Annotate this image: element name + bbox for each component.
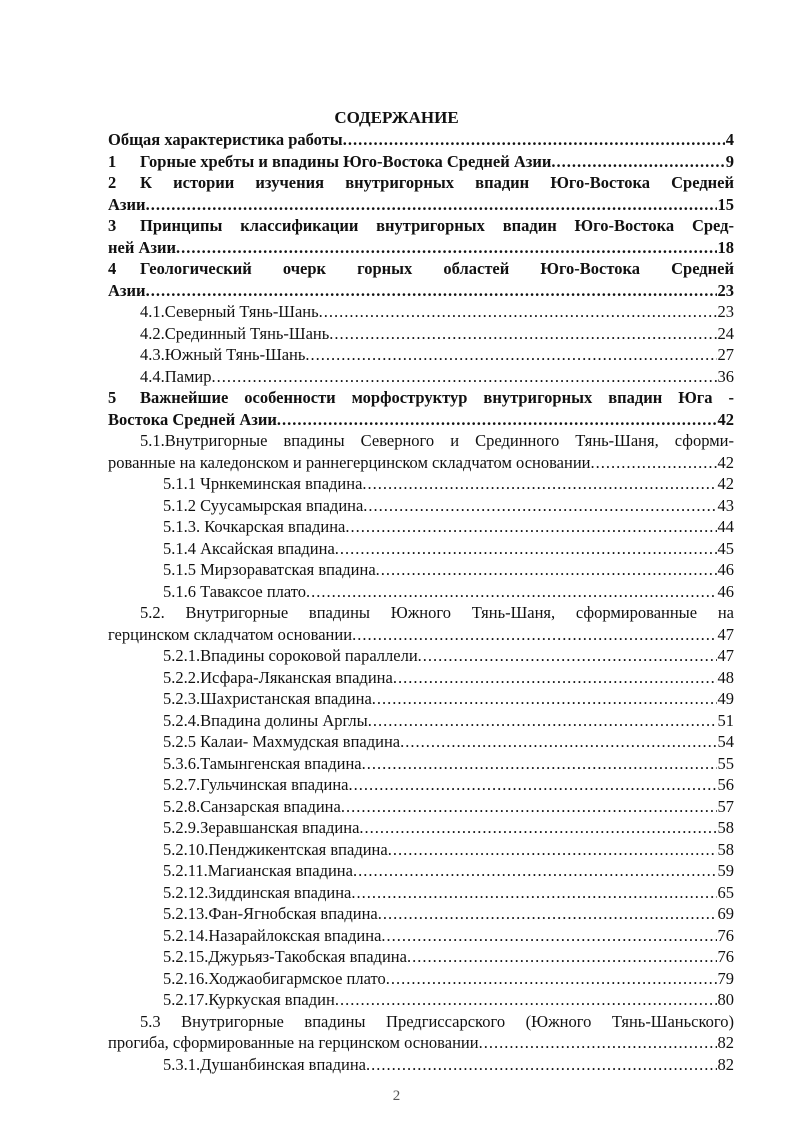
toc-entry[interactable] <box>108 387 734 409</box>
toc-entry-page: 4 <box>725 130 734 149</box>
toc-entry-page: 76 <box>717 925 734 945</box>
toc-entry[interactable] <box>108 258 734 280</box>
toc-entry-page: 36 <box>717 366 734 386</box>
toc-entry-number: 1 <box>108 151 117 171</box>
toc-entry-number: 3 <box>108 216 117 235</box>
toc-entry-text: 5.2.7.Гульчинская впадина <box>163 775 349 794</box>
toc-entry-text: 5.2. Внутригорные впадины Южного Тянь-Шаня, сформированные на <box>140 603 734 622</box>
toc-entry[interactable] <box>108 774 734 796</box>
toc-entry-page: 59 <box>717 861 734 880</box>
toc-entry-text: 5.3.6.Тамынгенская впадина <box>163 753 362 773</box>
toc-entry-text: Геологический очерк горных областей Юго-Востока Средней <box>140 259 734 278</box>
toc-entry[interactable] <box>108 215 734 237</box>
dot-leader <box>591 452 717 474</box>
toc-entry[interactable] <box>108 409 734 431</box>
toc-entry-page: 57 <box>717 796 734 816</box>
toc-entry[interactable] <box>108 430 734 452</box>
toc-entry-page: 76 <box>717 947 734 966</box>
toc-entry-text: 5.1.2 Суусамырская впадина <box>163 495 364 515</box>
toc-entry-text: 5.1.5 Мирзораватская впадина <box>163 560 376 579</box>
toc-entry-text: прогиба, сформированные на герцинском основании <box>108 1033 479 1052</box>
toc-entry[interactable] <box>108 839 734 861</box>
toc-entry-text: Востока Средней Азии <box>108 409 277 429</box>
toc-entry-text: 5.3.1.Душанбинская впадина <box>163 1054 366 1074</box>
toc-entry-page: 58 <box>717 839 734 859</box>
toc-entry-text: 5.2.16.Ходжаобигармское плато <box>163 968 386 988</box>
dot-leader <box>146 194 717 216</box>
toc-entry-text: 5.2.9.Зеравшанская впадина <box>163 818 360 837</box>
toc-entry[interactable] <box>108 688 734 710</box>
dot-leader <box>418 645 717 667</box>
toc-entry-page: 23 <box>717 302 734 321</box>
toc-entry-page: 43 <box>717 495 734 515</box>
toc-entry-page: 46 <box>717 560 734 579</box>
toc-entry-page: 82 <box>717 1054 734 1074</box>
toc-entry-page: 58 <box>717 818 734 837</box>
toc-entry[interactable] <box>108 624 734 646</box>
dot-leader <box>359 817 716 839</box>
toc-entry[interactable] <box>108 301 734 323</box>
dot-leader <box>345 516 716 538</box>
toc-entry-page: 51 <box>717 710 734 730</box>
dot-leader <box>362 473 716 495</box>
toc-entry[interactable] <box>108 1011 734 1033</box>
toc-entry-text: Азии <box>108 280 146 300</box>
dot-leader <box>351 882 716 904</box>
dot-leader <box>212 366 717 388</box>
toc-entry[interactable] <box>108 817 734 839</box>
toc-entry-text: 5.1.6 Таваксое плато <box>163 581 307 601</box>
dot-leader <box>353 860 717 882</box>
toc-entry-page: 65 <box>717 882 734 902</box>
toc-entry[interactable] <box>108 323 734 345</box>
toc-entry-text: 5.2.4.Впадина долины Арглы <box>163 710 368 730</box>
toc-entry[interactable] <box>108 925 734 947</box>
toc-entry[interactable] <box>108 1032 734 1054</box>
toc-entry-text: герцинском складчатом основании <box>108 624 353 644</box>
toc-entry[interactable] <box>108 602 734 624</box>
dot-leader <box>400 731 716 753</box>
dot-leader <box>362 753 717 775</box>
toc-entry-text: 5.2.10.Пенджикентская впадина <box>163 839 388 859</box>
dot-leader <box>372 688 717 710</box>
toc-entry-page: 47 <box>717 646 734 665</box>
toc-entry-page: 23 <box>717 280 734 300</box>
toc-entry[interactable] <box>108 151 734 173</box>
toc-entry-page: 42 <box>717 452 734 472</box>
toc-entry-text: 5.2.3.Шахристанская впадина <box>163 689 372 708</box>
toc-entry[interactable] <box>108 538 734 560</box>
dot-leader <box>381 925 716 947</box>
toc-entry-number: 5 <box>108 388 117 407</box>
toc-entry-text: 5.1.Внутригорные впадины Северного и Срединного Тянь-Шаня, сформи- <box>140 431 734 450</box>
toc-entry-page: 44 <box>717 517 734 536</box>
toc-entry[interactable] <box>108 882 734 904</box>
toc-entry-page: 27 <box>717 345 734 364</box>
toc-entry[interactable] <box>108 495 734 517</box>
toc-entry-page: 49 <box>717 689 734 708</box>
toc-entry-text: Азии <box>108 194 146 214</box>
toc-entry[interactable] <box>108 1054 734 1076</box>
toc-entry[interactable] <box>108 946 734 968</box>
dot-leader <box>335 538 717 560</box>
toc-entry-text: рованные на каледонском и раннегерцинском складчатом основании <box>108 452 591 472</box>
toc-entry-text: 4.4.Памир <box>140 366 212 386</box>
dot-leader <box>329 323 716 345</box>
dot-leader <box>348 774 716 796</box>
toc-entry-page: 80 <box>717 990 734 1009</box>
dot-leader <box>366 1054 717 1076</box>
toc-entry-page: 42 <box>717 409 734 429</box>
toc-entry-page: 45 <box>717 538 734 558</box>
toc-entry[interactable] <box>108 366 734 388</box>
toc-entry[interactable] <box>108 903 734 925</box>
toc-entry-number: 4 <box>108 259 117 278</box>
toc-entry[interactable] <box>108 516 734 538</box>
table-of-contents <box>108 129 734 1075</box>
toc-entry[interactable] <box>108 710 734 732</box>
toc-entry-text: 5.1.1 Чрнкеминская впадина <box>163 474 363 493</box>
dot-leader <box>277 409 717 431</box>
toc-entry[interactable] <box>108 172 734 194</box>
toc-entry-page: 55 <box>717 753 734 773</box>
dot-leader <box>335 989 717 1011</box>
toc-entry[interactable] <box>108 731 734 753</box>
toc-entry-page: 24 <box>717 323 734 343</box>
toc-entry-text: 5.2.11.Магианская впадина <box>163 861 353 880</box>
dot-leader <box>407 946 717 968</box>
dot-leader <box>388 839 717 861</box>
toc-entry-page: 15 <box>717 194 734 214</box>
toc-entry[interactable] <box>108 968 734 990</box>
toc-entry[interactable] <box>108 194 734 216</box>
toc-entry-text: 5.2.15.Джурьяз-Такобская впадина <box>163 947 407 966</box>
dot-leader <box>146 280 717 302</box>
dot-leader <box>341 796 717 818</box>
toc-entry-text: Важнейшие особенности морфоструктур внутригорных впадин Юга - <box>140 388 734 407</box>
toc-entry-text: Горные хребты и впадины Юго-Востока Средней Азии <box>140 151 552 171</box>
page-number: 2 <box>392 1088 401 1104</box>
dot-leader <box>319 301 717 323</box>
toc-entry-page: 42 <box>717 474 734 493</box>
toc-entry-page: 18 <box>717 237 734 257</box>
toc-entry[interactable] <box>108 796 734 818</box>
dot-leader <box>376 559 717 581</box>
toc-entry-text: 5.1.3. Кочкарская впадина <box>163 517 346 536</box>
toc-entry-text: 5.3 Внутригорные впадины Предгиссарского (Южного Тянь-Шаньского) <box>140 1011 734 1031</box>
toc-entry[interactable] <box>108 237 734 259</box>
dot-leader <box>386 968 717 990</box>
toc-entry[interactable] <box>108 280 734 302</box>
dot-leader <box>363 495 716 517</box>
dot-leader <box>305 344 716 366</box>
toc-entry-text: Общая характеристика работы <box>108 130 343 149</box>
toc-entry[interactable] <box>108 129 734 151</box>
dot-leader <box>343 129 725 151</box>
toc-entry-number: 2 <box>108 173 117 192</box>
toc-entry-text: 5.2.14.Назарайлокская впадина <box>163 925 382 945</box>
dot-leader <box>176 237 716 259</box>
toc-entry[interactable] <box>108 452 734 474</box>
toc-entry[interactable] <box>108 559 734 581</box>
toc-title: СОДЕРЖАНИЕ <box>334 108 459 127</box>
toc-entry[interactable] <box>108 989 734 1011</box>
dot-leader <box>306 581 716 603</box>
dot-leader <box>378 903 717 925</box>
toc-entry-text: 5.2.2.Исфара-Ляканская впадина <box>163 667 393 687</box>
toc-entry-page: 54 <box>717 732 734 751</box>
toc-entry-text: 5.1.4 Аксайская впадина <box>163 538 335 558</box>
toc-entry-page: 56 <box>717 775 734 794</box>
dot-leader <box>479 1032 717 1054</box>
toc-entry-page: 79 <box>717 968 734 988</box>
toc-entry-page: 82 <box>717 1033 734 1052</box>
toc-entry[interactable] <box>108 753 734 775</box>
dot-leader <box>551 151 724 173</box>
toc-entry-text: 5.2.12.Зиддинская впадина <box>163 882 352 902</box>
toc-entry-page: 69 <box>717 904 734 923</box>
toc-entry[interactable] <box>108 473 734 495</box>
toc-entry-text: 4.3.Южный Тянь-Шань <box>140 345 306 364</box>
toc-entry-text: 5.2.17.Куркуская впадин <box>163 990 335 1009</box>
toc-entry-text: К истории изучения внутригорных впадин Юго-Востока Средней <box>140 173 734 192</box>
toc-entry-page: 48 <box>717 667 734 687</box>
toc-entry-text: 5.2.8.Санзарская впадина <box>163 796 341 816</box>
toc-entry[interactable] <box>108 581 734 603</box>
toc-entry-page: 46 <box>717 581 734 601</box>
toc-entry-text: 5.2.1.Впадины сороковой параллели <box>163 646 418 665</box>
toc-entry-text: 4.2.Срединный Тянь-Шань <box>140 323 330 343</box>
dot-leader <box>368 710 717 732</box>
toc-entry-page: 47 <box>717 624 734 644</box>
toc-entry-text: ней Азии <box>108 237 177 257</box>
toc-entry[interactable] <box>108 344 734 366</box>
toc-entry-page: 9 <box>725 151 734 171</box>
toc-entry[interactable] <box>108 645 734 667</box>
dot-leader <box>352 624 716 646</box>
toc-entry-text: Принципы классификации внутригорных впадин Юго-Востока Сред- <box>140 216 734 235</box>
toc-entry[interactable] <box>108 667 734 689</box>
toc-entry-text: 5.2.13.Фан-Ягнобская впадина <box>163 904 378 923</box>
toc-entry-text: 4.1.Северный Тянь-Шань <box>140 302 319 321</box>
toc-entry-text: 5.2.5 Калаи- Махмудская впадина <box>163 732 401 751</box>
toc-entry[interactable] <box>108 860 734 882</box>
dot-leader <box>393 667 717 689</box>
